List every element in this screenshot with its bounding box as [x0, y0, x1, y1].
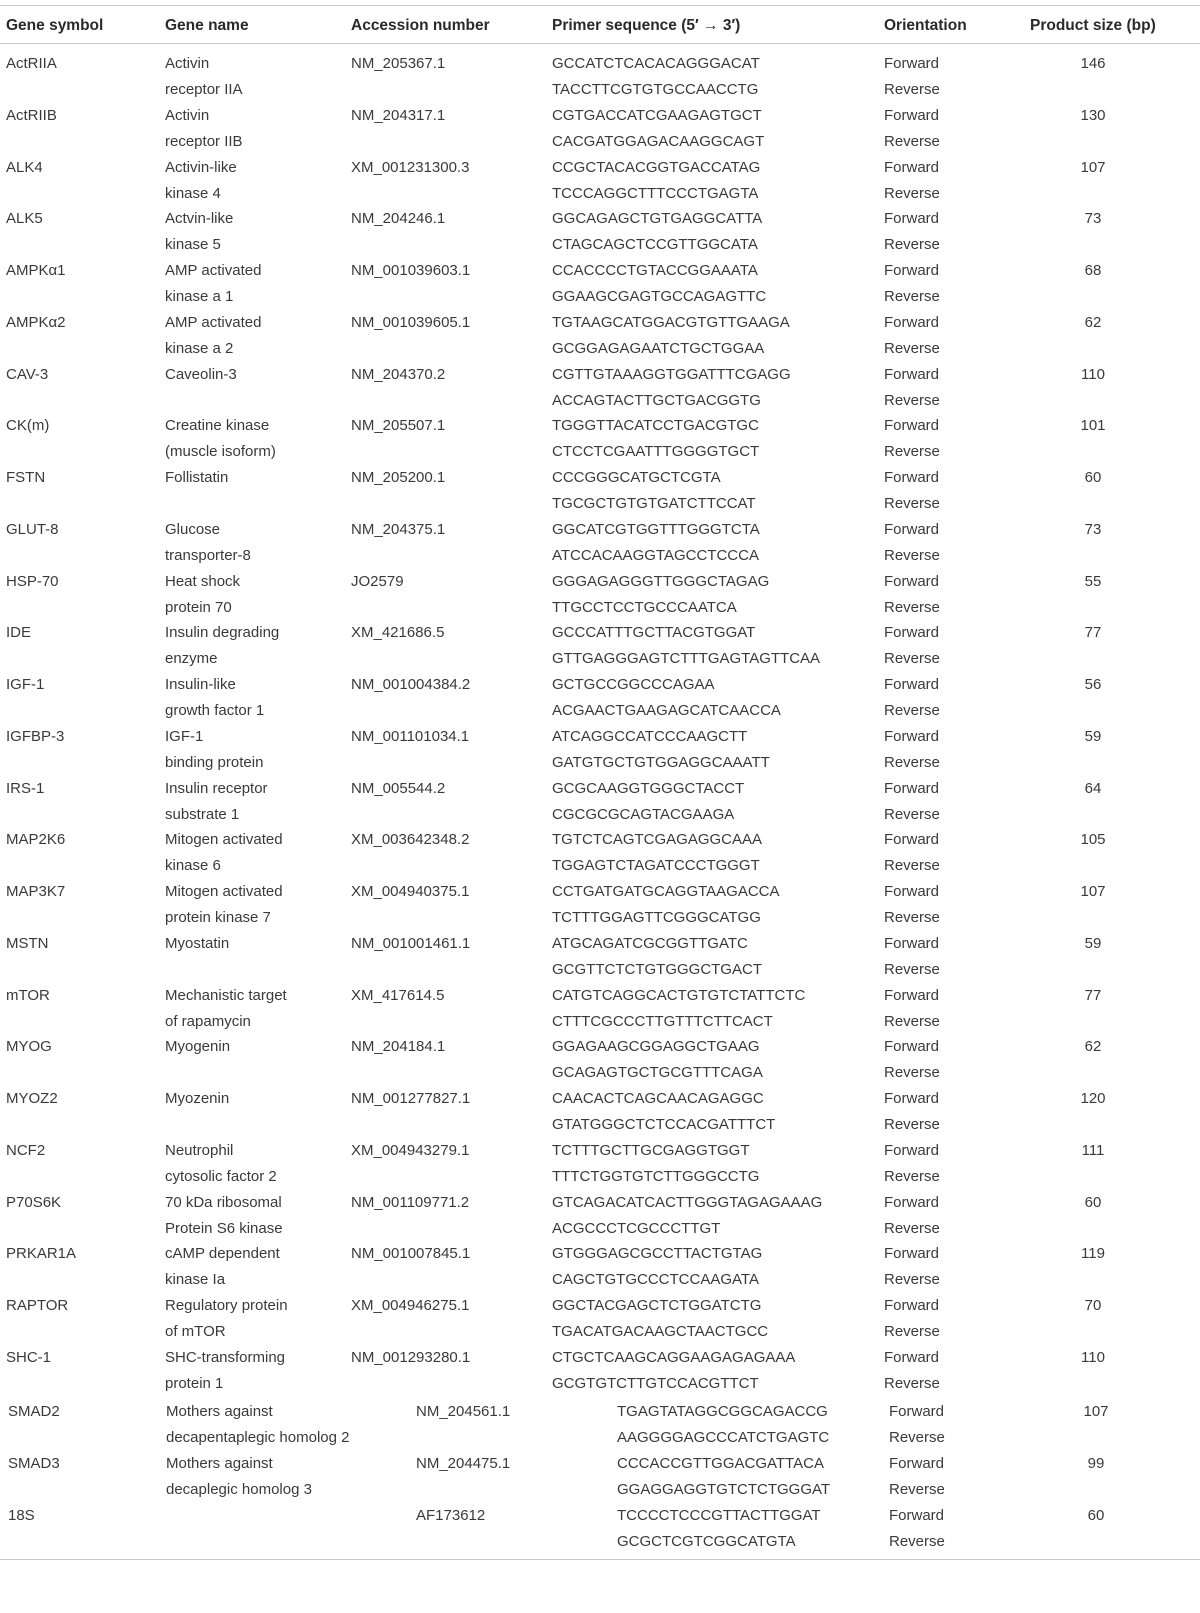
- product-size-cell: 60: [1084, 1193, 1102, 1211]
- gene-symbol-cell: SHC-1: [6, 1348, 52, 1366]
- orientation-forward-cell: Forward: [884, 158, 940, 176]
- gene-name-cell: kinase 4: [165, 184, 221, 202]
- gene-symbol-cell: SMAD2: [8, 1403, 60, 1420]
- gene-name-cell: Activin: [165, 106, 210, 124]
- header-bottom-rule: [0, 43, 1200, 44]
- orientation-forward-cell: Forward: [884, 572, 940, 590]
- primer-forward-cell: GCCCATTTGCTTACGTGGAT: [552, 624, 756, 642]
- primer-forward-cell: CGTGACCATCGAAGAGTGCT: [552, 106, 762, 124]
- orientation-forward-cell: Forward: [884, 883, 940, 900]
- orientation-forward-cell: Forward: [889, 1403, 945, 1420]
- gene-symbol-cell: ActRIIB: [6, 106, 57, 124]
- accession-cell: XM_004940375.1: [351, 883, 470, 900]
- accession-cell: NM_204246.1: [351, 210, 446, 228]
- accession-cell: NM_204370.2: [351, 365, 446, 383]
- gene-name-cell: cytosolic factor 2: [165, 1167, 277, 1185]
- orientation-forward-cell: Forward: [884, 417, 940, 435]
- product-size-cell: 62: [1084, 313, 1102, 331]
- gene-symbol-cell: MAP2K6: [6, 831, 66, 849]
- gene-name-cell: of mTOR: [165, 1323, 226, 1340]
- gene-name-cell: protein 70: [165, 598, 232, 616]
- primer-forward-cell: TGTCTCAGTCGAGAGGCAAA: [552, 831, 763, 849]
- primer-forward-cell: GCGCAAGGTGGGCTACCT: [552, 779, 745, 797]
- gene-name-cell: Myozenin: [165, 1090, 230, 1107]
- primer-forward-cell: GCCATCTCACACAGGGACAT: [552, 55, 760, 72]
- gene-name-cell: Mothers against: [166, 1403, 273, 1420]
- gene-symbol-cell: RAPTOR: [6, 1297, 69, 1314]
- product-size-cell: 68: [1084, 262, 1102, 279]
- orientation-forward-cell: Forward: [884, 55, 940, 72]
- gene-name-cell: receptor IIB: [165, 132, 243, 150]
- orientation-reverse-cell: Reverse: [884, 1064, 940, 1082]
- accession-cell: NM_205367.1: [351, 55, 446, 72]
- gene-name-cell: Activin: [165, 55, 210, 72]
- accession-cell: XM_004943279.1: [351, 1141, 470, 1159]
- accession-cell: NM_005544.2: [351, 779, 446, 797]
- gene-name-cell: of rapamycin: [165, 1012, 251, 1030]
- header-gene-name: Gene name: [165, 17, 249, 34]
- orientation-forward-cell: Forward: [884, 624, 940, 642]
- primer-reverse-cell: TGGAGTCTAGATCCCTGGGT: [552, 857, 760, 875]
- orientation-forward-cell: Forward: [889, 1506, 945, 1524]
- accession-cell: NM_001004384.2: [351, 676, 471, 693]
- accession-cell: NM_204375.1: [351, 520, 446, 538]
- gene-symbol-cell: MSTN: [6, 934, 49, 952]
- gene-symbol-cell: FSTN: [6, 469, 46, 486]
- accession-cell: XM_003642348.2: [351, 831, 470, 849]
- orientation-forward-cell: Forward: [884, 727, 940, 745]
- accession-cell: NM_001101034.1: [351, 727, 470, 745]
- gene-name-cell: 70 kDa ribosomal: [165, 1193, 282, 1211]
- gene-name-cell: Protein S6 kinase: [165, 1219, 283, 1237]
- gene-name-cell: kinase 6: [165, 857, 221, 875]
- product-size-cell: 59: [1084, 934, 1102, 952]
- gene-symbol-cell: HSP-70: [6, 572, 59, 590]
- orientation-reverse-cell: Reverse: [884, 184, 940, 202]
- gene-name-cell: Insulin degrading: [165, 624, 280, 642]
- accession-cell: NM_001039603.1: [351, 262, 471, 279]
- primer-forward-cell: CCCGGGCATGCTCGTA: [552, 469, 721, 486]
- orientation-forward-cell: Forward: [884, 210, 940, 228]
- orientation-forward-cell: Forward: [884, 1297, 940, 1314]
- orientation-forward-cell: Forward: [884, 1245, 940, 1263]
- primer-forward-cell: CCACCCCTGTACCGGAAATA: [552, 262, 758, 279]
- primer-forward-cell: CCTGATGATGCAGGTAAGACCA: [552, 883, 780, 900]
- gene-symbol-cell: IGF-1: [6, 676, 45, 693]
- primer-forward-cell: TGAGTATAGGCGGCAGACCG: [617, 1403, 828, 1420]
- accession-cell: NM_204561.1: [416, 1403, 511, 1420]
- accession-cell: XM_004946275.1: [351, 1297, 470, 1314]
- primer-reverse-cell: GCGTGTCTTGTCCACGTTCT: [552, 1374, 759, 1392]
- product-size-cell: 101: [1080, 417, 1106, 435]
- product-size-cell: 120: [1080, 1090, 1106, 1107]
- orientation-reverse-cell: Reverse: [884, 546, 940, 564]
- gene-symbol-cell: CK(m): [6, 417, 50, 435]
- gene-name-cell: binding protein: [165, 753, 264, 771]
- primer-reverse-cell: GGAAGCGAGTGCCAGAGTTC: [552, 288, 767, 305]
- primer-reverse-cell: ACGAACTGAAGAGCATCAACCA: [552, 702, 781, 719]
- accession-cell: NM_001293280.1: [351, 1348, 471, 1366]
- product-size-cell: 110: [1081, 365, 1105, 383]
- accession-cell: NM_204317.1: [351, 106, 446, 124]
- primer-reverse-cell: GTTGAGGGAGTCTTTGAGTAGTTCAA: [552, 650, 821, 668]
- accession-cell: NM_205507.1: [351, 417, 446, 435]
- gene-name-cell: Neutrophil: [165, 1141, 234, 1159]
- orientation-reverse-cell: Reverse: [884, 1219, 940, 1237]
- gene-name-cell: cAMP dependent: [165, 1245, 280, 1263]
- orientation-reverse-cell: Reverse: [884, 1374, 940, 1392]
- gene-name-cell: Insulin receptor: [165, 779, 268, 797]
- gene-symbol-cell: ActRIIA: [6, 55, 57, 72]
- accession-cell: XM_417614.5: [351, 986, 445, 1004]
- primer-reverse-cell: GCAGAGTGCTGCGTTTCAGA: [552, 1064, 763, 1082]
- orientation-reverse-cell: Reverse: [884, 443, 940, 461]
- gene-symbol-cell: IDE: [6, 624, 32, 642]
- product-size-cell: 107: [1083, 1403, 1109, 1420]
- product-size-cell: 60: [1084, 469, 1102, 486]
- primer-reverse-cell: GCGGAGAGAATCTGCTGGAA: [552, 339, 765, 357]
- orientation-forward-cell: Forward: [884, 1038, 940, 1056]
- primer-forward-cell: GGCATCGTGGTTTGGGTCTA: [552, 520, 760, 538]
- gene-name-cell: Myogenin: [165, 1038, 231, 1056]
- gene-symbol-cell: AMPKα2: [6, 313, 66, 331]
- orientation-forward-cell: Forward: [884, 313, 940, 331]
- orientation-reverse-cell: Reverse: [884, 753, 940, 771]
- product-size-cell: 60: [1087, 1506, 1105, 1524]
- gene-name-cell: transporter-8: [165, 546, 251, 564]
- orientation-forward-cell: Forward: [884, 1090, 940, 1107]
- orientation-reverse-cell: Reverse: [889, 1429, 945, 1446]
- header-primer: Primer sequence (5′ → 3′): [552, 17, 741, 34]
- primer-reverse-cell: TACCTTCGTGTGCCAACCTG: [552, 81, 759, 98]
- primer-reverse-cell: CTTTCGCCCTTGTTTCTTCACT: [552, 1012, 773, 1030]
- accession-cell: NM_205200.1: [351, 469, 446, 486]
- primer-reverse-cell: GTATGGGCTCTCCACGATTTCT: [552, 1116, 776, 1133]
- primer-reverse-cell: CACGATGGAGACAAGGCAGT: [552, 132, 765, 150]
- gene-symbol-cell: AMPKα1: [6, 262, 66, 279]
- accession-cell: XM_421686.5: [351, 624, 445, 642]
- orientation-reverse-cell: Reverse: [884, 857, 940, 875]
- orientation-reverse-cell: Reverse: [884, 650, 940, 668]
- gene-symbol-cell: ALK4: [6, 158, 43, 176]
- gene-name-cell: Insulin-like: [165, 676, 236, 693]
- header-accession: Accession number: [351, 17, 490, 34]
- accession-cell: NM_001039605.1: [351, 313, 471, 331]
- gene-name-cell: (muscle isoform): [165, 443, 276, 461]
- primer-forward-cell: TCTTTGCTTGCGAGGTGGT: [552, 1141, 750, 1159]
- accession-cell: XM_001231300.3: [351, 158, 470, 176]
- orientation-reverse-cell: Reverse: [884, 339, 940, 357]
- gene-name-cell: Mitogen activated: [165, 883, 283, 900]
- primer-reverse-cell: ACGCCCTCGCCCTTGT: [552, 1219, 721, 1237]
- primer-forward-cell: TGGGTTACATCCTGACGTGC: [552, 417, 759, 435]
- primer-reverse-cell: ATCCACAAGGTAGCCTCCCA: [552, 546, 759, 564]
- gene-name-cell: protein 1: [165, 1374, 224, 1392]
- gene-symbol-cell: NCF2: [6, 1141, 46, 1159]
- gene-name-cell: Follistatin: [165, 469, 229, 486]
- primer-reverse-cell: CAGCTGTGCCCTCCAAGATA: [552, 1271, 759, 1289]
- orientation-forward-cell: Forward: [884, 986, 940, 1004]
- primer-forward-cell: GGGAGAGGGTTGGGCTAGAG: [552, 572, 770, 590]
- gene-name-cell: kinase a 2: [165, 339, 234, 357]
- primer-forward-cell: GGAGAAGCGGAGGCTGAAG: [552, 1038, 760, 1056]
- gene-symbol-cell: CAV-3: [6, 365, 49, 383]
- primer-forward-cell: CTGCTCAAGCAGGAAGAGAGAAA: [552, 1348, 796, 1366]
- gene-symbol-cell: IRS-1: [6, 779, 45, 797]
- primer-reverse-cell: GATGTGCTGTGGAGGCAAATT: [552, 753, 770, 771]
- orientation-forward-cell: Forward: [884, 469, 940, 486]
- orientation-reverse-cell: Reverse: [884, 132, 940, 150]
- orientation-reverse-cell: Reverse: [884, 960, 940, 978]
- primer-forward-cell: CAACACTCAGCAACAGAGGC: [552, 1090, 764, 1107]
- orientation-reverse-cell: Reverse: [884, 1116, 940, 1133]
- product-size-cell: 105: [1080, 831, 1106, 849]
- gene-name-cell: decapentaplegic homolog 2: [166, 1429, 350, 1446]
- orientation-forward-cell: Forward: [884, 106, 940, 124]
- gene-name-cell: Heat shock: [165, 572, 241, 590]
- orientation-reverse-cell: Reverse: [884, 1271, 940, 1289]
- gene-name-cell: kinase a 1: [165, 288, 234, 305]
- product-size-cell: 99: [1087, 1454, 1105, 1472]
- header-product-size: Product size (bp): [1030, 17, 1156, 34]
- orientation-forward-cell: Forward: [884, 1193, 940, 1211]
- orientation-reverse-cell: Reverse: [884, 805, 940, 823]
- orientation-forward-cell: Forward: [884, 831, 940, 849]
- gene-name-cell: Mechanistic target: [165, 986, 287, 1004]
- orientation-reverse-cell: Reverse: [884, 288, 940, 305]
- gene-symbol-cell: mTOR: [6, 986, 50, 1004]
- product-size-cell: 77: [1084, 986, 1102, 1004]
- gene-name-cell: decaplegic homolog 3: [166, 1480, 312, 1498]
- orientation-forward-cell: Forward: [884, 1348, 940, 1366]
- primer-reverse-cell: TGACATGACAAGCTAACTGCC: [552, 1323, 769, 1340]
- gene-symbol-cell: P70S6K: [6, 1193, 62, 1211]
- product-size-cell: 107: [1080, 883, 1106, 900]
- product-size-cell: 70: [1084, 1297, 1102, 1314]
- gene-symbol-cell: 18S: [8, 1506, 35, 1524]
- primer-reverse-cell: CGCGCGCAGTACGAAGA: [552, 805, 735, 823]
- gene-name-cell: substrate 1: [165, 805, 240, 823]
- orientation-forward-cell: Forward: [884, 934, 940, 952]
- orientation-forward-cell: Forward: [884, 1141, 940, 1159]
- primer-reverse-cell: GCGTTCTCTGTGGGCTGACT: [552, 960, 762, 978]
- orientation-reverse-cell: Reverse: [884, 702, 940, 719]
- primer-reverse-cell: CTCCTCGAATTTGGGGTGCT: [552, 443, 760, 461]
- primer-reverse-cell: CTAGCAGCTCCGTTGGCATA: [552, 236, 758, 254]
- gene-name-cell: Actvin-like: [165, 210, 234, 228]
- accession-cell: JO2579: [351, 572, 404, 590]
- header-gene-symbol: Gene symbol: [6, 17, 104, 34]
- product-size-cell: 77: [1084, 624, 1102, 642]
- gene-name-cell: receptor IIA: [165, 81, 243, 98]
- accession-cell: NM_204475.1: [416, 1454, 511, 1472]
- header-orientation: Orientation: [884, 17, 967, 34]
- table-top-rule: [0, 5, 1200, 6]
- accession-cell: AF173612: [416, 1506, 486, 1524]
- primer-forward-cell: ATCAGGCCATCCCAAGCTT: [552, 727, 748, 745]
- gene-name-cell: Creatine kinase: [165, 417, 270, 435]
- gene-name-cell: protein kinase 7: [165, 909, 271, 926]
- primer-forward-cell: GCTGCCGGCCCAGAA: [552, 676, 715, 693]
- gene-name-cell: AMP activated: [165, 262, 262, 279]
- gene-symbol-cell: PRKAR1A: [6, 1245, 77, 1263]
- orientation-forward-cell: Forward: [884, 365, 940, 383]
- primer-forward-cell: CCCACCGTTGGACGATTACA: [617, 1454, 824, 1472]
- product-size-cell: 73: [1084, 210, 1102, 228]
- gene-symbol-cell: IGFBP-3: [6, 727, 65, 745]
- gene-name-cell: Caveolin-3: [165, 365, 237, 383]
- primer-reverse-cell: GCGCTCGTCGGCATGTA: [617, 1532, 796, 1550]
- orientation-reverse-cell: Reverse: [884, 236, 940, 254]
- gene-name-cell: Mothers against: [166, 1454, 273, 1472]
- orientation-forward-cell: Forward: [884, 520, 940, 538]
- gene-name-cell: Mitogen activated: [165, 831, 283, 849]
- gene-name-cell: kinase Ia: [165, 1271, 226, 1289]
- gene-name-cell: enzyme: [165, 650, 218, 668]
- gene-symbol-cell: MYOZ2: [6, 1090, 58, 1107]
- gene-name-cell: AMP activated: [165, 313, 262, 331]
- orientation-reverse-cell: Reverse: [884, 1012, 940, 1030]
- product-size-cell: 107: [1080, 158, 1106, 176]
- accession-cell: NM_204184.1: [351, 1038, 446, 1056]
- accession-cell: NM_001109771.2: [351, 1193, 470, 1211]
- gene-symbol-cell: ALK5: [6, 210, 43, 228]
- gene-name-cell: growth factor 1: [165, 702, 265, 719]
- orientation-reverse-cell: Reverse: [884, 1323, 940, 1340]
- gene-symbol-cell: MAP3K7: [6, 883, 66, 900]
- product-size-cell: 64: [1084, 779, 1102, 797]
- orientation-reverse-cell: Reverse: [884, 391, 940, 409]
- gene-name-cell: IGF-1: [165, 727, 204, 745]
- primer-reverse-cell: TTGCCTCCTGCCCAATCA: [552, 598, 737, 616]
- primer-reverse-cell: TCTTTGGAGTTCGGGCATGG: [552, 909, 761, 926]
- primer-forward-cell: CATGTCAGGCACTGTGTCTATTCTC: [552, 986, 806, 1004]
- orientation-reverse-cell: Reverse: [884, 81, 940, 98]
- gene-name-cell: Myostatin: [165, 934, 230, 952]
- gene-name-cell: Glucose: [165, 520, 221, 538]
- product-size-cell: 55: [1084, 572, 1102, 590]
- primer-forward-cell: GTGGGAGCGCCTTACTGTAG: [552, 1245, 763, 1263]
- primer-forward-cell: TGTAAGCATGGACGTGTTGAAGA: [552, 313, 790, 331]
- gene-symbol-cell: MYOG: [6, 1038, 52, 1056]
- product-size-cell: 146: [1080, 55, 1106, 72]
- primer-forward-cell: GGCAGAGCTGTGAGGCATTA: [552, 210, 763, 228]
- gene-symbol-cell: SMAD3: [8, 1454, 60, 1472]
- accession-cell: NM_001007845.1: [351, 1245, 471, 1263]
- orientation-forward-cell: Forward: [884, 676, 940, 693]
- primer-forward-cell: GTCAGACATCACTTGGGTAGAGAAAG: [552, 1193, 823, 1211]
- primer-forward-cell: CGTTGTAAAGGTGGATTTCGAGG: [552, 365, 791, 383]
- primer-reverse-cell: TGCGCTGTGTGATCTTCCAT: [552, 495, 756, 512]
- product-size-cell: 111: [1081, 1141, 1105, 1159]
- product-size-cell: 56: [1084, 676, 1102, 693]
- accession-cell: NM_001277827.1: [351, 1090, 471, 1107]
- primer-reverse-cell: AAGGGGAGCCCATCTGAGTC: [617, 1429, 830, 1446]
- product-size-cell: 110: [1081, 1348, 1105, 1366]
- product-size-cell: 130: [1080, 106, 1106, 124]
- primer-forward-cell: ATGCAGATCGCGGTTGATC: [552, 934, 748, 952]
- primer-forward-cell: TCCCCTCCCGTTACTTGGAT: [617, 1506, 821, 1524]
- primer-forward-cell: GGCTACGAGCTCTGGATCTG: [552, 1297, 762, 1314]
- product-size-cell: 73: [1084, 520, 1102, 538]
- orientation-reverse-cell: Reverse: [884, 1167, 940, 1185]
- orientation-reverse-cell: Reverse: [884, 909, 940, 926]
- accession-cell: NM_001001461.1: [351, 934, 471, 952]
- gene-name-cell: SHC-transforming: [165, 1348, 286, 1366]
- orientation-reverse-cell: Reverse: [889, 1532, 945, 1550]
- primer-reverse-cell: TTTCTGGTGTCTTGGGCCTG: [552, 1167, 760, 1185]
- gene-symbol-cell: GLUT-8: [6, 520, 59, 538]
- orientation-forward-cell: Forward: [889, 1454, 945, 1472]
- product-size-cell: 119: [1081, 1245, 1105, 1263]
- orientation-reverse-cell: Reverse: [884, 598, 940, 616]
- orientation-reverse-cell: Reverse: [884, 495, 940, 512]
- gene-name-cell: Regulatory protein: [165, 1297, 288, 1314]
- gene-name-cell: Activin-like: [165, 158, 237, 176]
- primer-reverse-cell: GGAGGAGGTGTCTCTGGGAT: [617, 1480, 831, 1498]
- orientation-forward-cell: Forward: [884, 779, 940, 797]
- orientation-forward-cell: Forward: [884, 262, 940, 279]
- gene-name-cell: kinase 5: [165, 236, 221, 254]
- product-size-cell: 62: [1084, 1038, 1102, 1056]
- table-bottom-rule: [0, 1559, 1200, 1560]
- primer-reverse-cell: ACCAGTACTTGCTGACGGTG: [552, 391, 761, 409]
- primer-reverse-cell: TCCCAGGCTTTCCCTGAGTA: [552, 184, 759, 202]
- orientation-reverse-cell: Reverse: [889, 1480, 945, 1498]
- primer-forward-cell: CCGCTACACGGTGACCATAG: [552, 158, 761, 176]
- product-size-cell: 59: [1084, 727, 1102, 745]
